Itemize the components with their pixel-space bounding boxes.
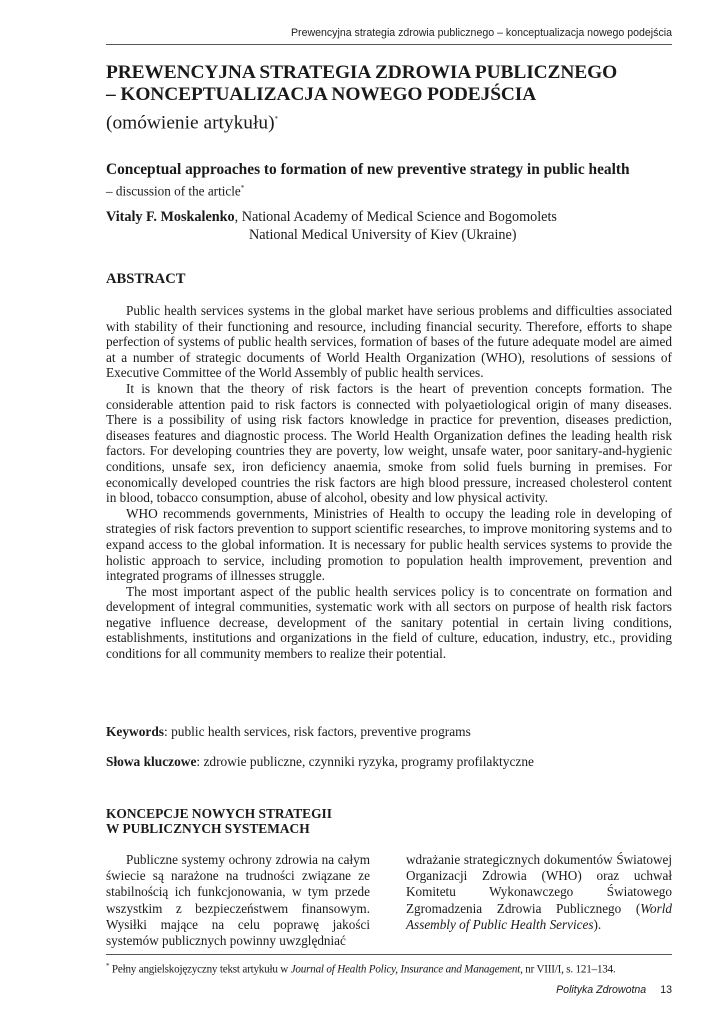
abstract-body: [106, 303, 672, 662]
page-number: 13: [660, 984, 672, 996]
abstract-paragraph: Public health services systems in the global market have serious problems and difficulties associated with stability of their functioning and resource, including financial security. Therefore, efforts to shape perfection of systems of public health services, formation of bases of the future adequate model are aimed at a number of strategic documents of World Health Organization (WHO), resolutions of sessions of Executive Committee of the World Assembly of public health services.: [106, 303, 672, 381]
author-name: Vitaly F. Moskalenko: [106, 209, 235, 225]
body-right-text: wdrażanie strategicznych dokumentów Światowej Organizacji Zdrowia (WHO) oraz uchwał Komitetu Wykonawczego Światowego Zgromadzenia Zdrowia Publicznego (: [406, 852, 672, 916]
author-affiliation-1: , National Academy of Medical Science and Bogomolets: [234, 209, 557, 225]
footnote: [106, 959, 686, 977]
footnote-prefix: Pełny angielskojęzyczny tekst artykułu w: [109, 963, 291, 976]
abstract-paragraph: The most important aspect of the public health services policy is to concentrate on formation and development of integral communities, systematic work with all sectors on purpose of health risk factors negative influence decrease, development of the sanitary potential in certain living conditions, establishments, institutions and organizations in the field of culture, education, industry, etc., providing conditions for all community members to realize their potential.: [106, 583, 672, 662]
slowa-kluczowe-text: : zdrowie publiczne, czynniki ryzyka, programy profilaktyczne: [196, 754, 535, 769]
abstract-paragraph: It is known that the theory of risk factors is the heart of prevention concepts formation. The considerable attention paid to risk factors is connected with polyaetiological origin of many diseases. There is a possibility of using risk factors knowledge in practice for prevention, diseases prediction, diseases features and diagnostic process. The World Health Organization defines the leading health risk factors. For developing countries they are poverty, low weight, unsafe water, poor sanitary-and-hygienic conditions, unsafe sex, iron deficiency anaemia, smoke from solid fuels burning in premises. For economically developed countries the risk factors are high blood pressure, increased cholesterol content in blood, tobacco consumption, abuse of alcohol, obesity and low physical activity.: [106, 380, 672, 506]
footnote-suffix: , nr VIII/I, s. 121–134.: [520, 963, 616, 976]
footnote-journal: Journal of Health Policy, Insurance and Management: [290, 963, 521, 976]
article-title: [106, 62, 686, 106]
english-subtitle-text: – discussion of the article: [106, 183, 241, 199]
header-divider: [106, 44, 672, 45]
body-right-italic: World Assembly of Public Health Services: [406, 900, 672, 932]
english-subtitle: [106, 180, 244, 199]
footnote-marker-2: *: [240, 184, 245, 192]
section-heading-line-1: KONCEPCJE NOWYCH STRATEGII: [106, 806, 332, 821]
section-heading-line-2: W PUBLICZNYCH SYSTEMACH: [106, 821, 310, 836]
body-column-left: Publiczne systemy ochrony zdrowia na całym świecie są narażone na trudności związane ze stabilnością ich funkcjonowania, w tym przede wszystkim z bezpieczeństwem finansowym. Wysiłki mające na celu poprawę jakości systemów publicznych powinny uwzględniać: [106, 852, 370, 949]
title-line-2: – KONCEPTUALIZACJA NOWEGO PODEJŚCIA: [106, 84, 537, 105]
footnote-mark: *: [106, 962, 110, 970]
keywords-label: Keywords: [106, 724, 165, 739]
keywords: [106, 724, 672, 740]
body-column-right: [406, 852, 672, 933]
slowa-kluczowe: [106, 754, 672, 770]
title-line-1: PREWENCYJNA STRATEGIA ZDROWIA PUBLICZNEGO: [106, 62, 618, 83]
footnote-marker: *: [274, 115, 279, 123]
abstract-heading: ABSTRACT: [106, 271, 186, 287]
subtitle-polish-text: (omówienie artykułu): [106, 112, 275, 134]
footnote-divider: [106, 954, 672, 955]
running-header: Prewencyjna strategia zdrowia publicznego – konceptualizacja nowego podejścia: [290, 27, 672, 39]
keywords-text: : public health services, risk factors, preventive programs: [164, 724, 471, 739]
english-title: Conceptual approaches to formation of new preventive strategy in public health: [106, 161, 630, 178]
footer-journal: Polityka Zdrowotna: [556, 984, 647, 996]
page-footer: [420, 984, 672, 996]
author-affiliation-2: National Medical University of Kiev (Ukraine): [249, 227, 517, 243]
subtitle-polish: [106, 108, 278, 134]
author-block: [106, 208, 557, 244]
slowa-kluczowe-label: Słowa kluczowe: [106, 754, 197, 769]
abstract-paragraph: WHO recommends governments, Ministries of Health to occupy the leading role in developing of strategies of risk factors prevention to support scientific researches, to improve monitoring systems and to expand access to the global information. It is necessary for public health services systems to provide the holistic approach to service, including promotion to population health improvement, prevention and integrated programs of illnesses struggle.: [106, 505, 672, 584]
body-right-end: ).: [593, 916, 602, 932]
section-heading: [106, 806, 396, 836]
